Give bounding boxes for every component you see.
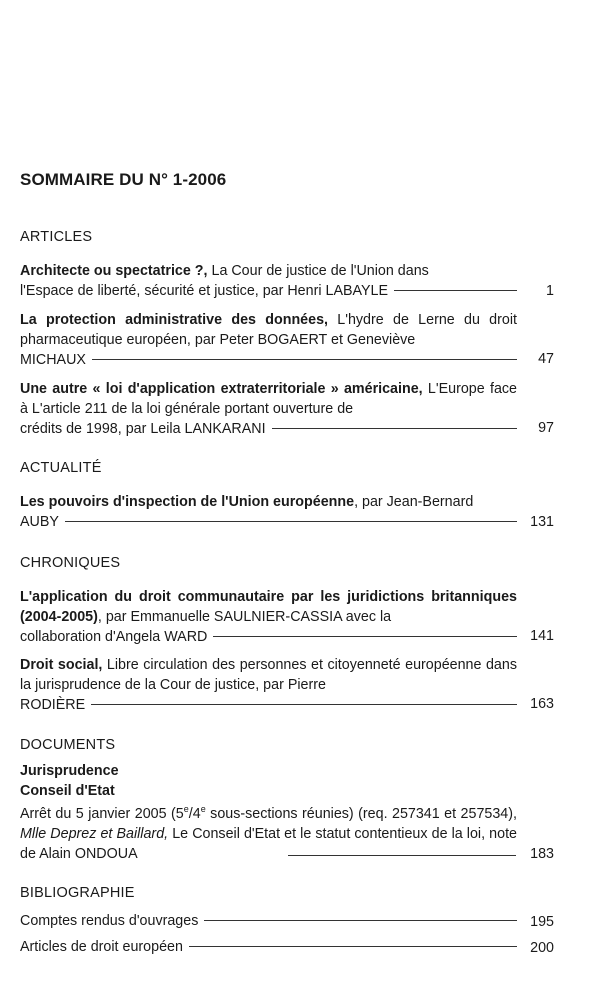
toc-entry-articles-droit-europeen[interactable] (20, 937, 517, 957)
page-number: 141 (530, 628, 554, 644)
page-number: 97 (538, 420, 554, 436)
dot-leader (272, 428, 517, 429)
entry-text-end: RODIÈRE (20, 697, 86, 713)
superscript: e (200, 804, 206, 815)
section-heading-articles: ARTICLES (20, 229, 93, 245)
entry-text: , par Emmanuelle SAULNIER-CASSIA avec la (97, 609, 392, 625)
entry-last-line (20, 281, 517, 301)
toc-entry-architecte[interactable] (20, 261, 517, 301)
entry-title: L'application du droit communautaire par les juridictions britanniques (2004-2005) (20, 589, 517, 625)
entry-text-end: Comptes rendus d'ouvrages (20, 913, 199, 929)
toc-entry-droit-social[interactable] (20, 655, 517, 715)
entry-text: L'hydre de Lerne du droit pharmaceutique européen, par Peter BOGAERT et Geneviève (20, 312, 517, 348)
entry-last-line (20, 695, 517, 715)
entry-last-line (20, 350, 517, 370)
entry-title: Droit social, (20, 657, 103, 673)
entry-last-line (20, 627, 517, 647)
dot-leader (91, 704, 517, 705)
entry-text-end: MICHAUX (20, 352, 86, 368)
section-heading-actualite: ACTUALITÉ (20, 460, 102, 476)
page-number: 47 (538, 351, 554, 367)
entry-last-line (20, 512, 517, 532)
entry-title: Architecte ou spectatrice ?, (20, 263, 208, 279)
superscript: e (183, 804, 189, 815)
page-number: 131 (530, 514, 554, 530)
section-heading-bibliographie: BIBLIOGRAPHIE (20, 885, 135, 901)
entry-case-name: Mlle Deprez et Baillard, (20, 826, 169, 842)
entry-text: La Cour de justice de l'Union dans (207, 263, 429, 279)
entry-text: Libre circulation des personnes et citoyenneté européenne dans la jurisprudence de la Cour de justice, par Pierre (20, 657, 517, 693)
subheading-conseil-etat: Conseil d'Etat (20, 783, 115, 799)
dot-leader (65, 521, 517, 522)
entry-title: La protection administrative des données, (20, 312, 328, 328)
toc-entry-protection[interactable] (20, 310, 517, 370)
entry-last-line (20, 937, 517, 957)
toc-entry-comptes-rendus[interactable] (20, 911, 517, 931)
dot-leader (213, 636, 517, 637)
entry-text: sous-sections réunies) (req. 257341 et 257534), (205, 806, 517, 822)
entry-text: Arrêt du 5 janvier 2005 (5 (20, 806, 184, 822)
entry-title: Une autre « loi d'application extraterritoriale » américaine, (20, 381, 423, 397)
page-number: 163 (530, 696, 554, 712)
entry-text-end: Articles de droit européen (20, 939, 183, 955)
dot-leader (288, 855, 516, 856)
section-heading-documents: DOCUMENTS (20, 737, 116, 753)
page-number: 195 (530, 914, 554, 930)
dot-leader (189, 946, 517, 947)
dot-leader (394, 290, 517, 291)
subheading-jurisprudence: Jurisprudence (20, 763, 119, 779)
entry-text: /4 (188, 806, 201, 822)
entry-last-line (20, 419, 517, 439)
section-heading-chroniques: CHRONIQUES (20, 555, 121, 571)
toc-entry-droit-communautaire[interactable] (20, 587, 517, 647)
entry-text: L'Europe face à L'article 211 de la loi générale portant ouverture de (20, 381, 518, 417)
entry-text: Le Conseil d'Etat et le statut contentieux de la loi, note de Alain ONDOUA (20, 826, 517, 862)
entry-text-end: collaboration d'Angela WARD (20, 629, 208, 645)
entry-text-end: crédits de 1998, par Leila LANKARANI (20, 421, 266, 437)
page-number: 200 (530, 940, 554, 956)
entry-last-line (20, 911, 517, 931)
dot-leader (204, 920, 517, 921)
entry-text-end: l'Espace de liberté, sécurité et justice, par Henri LABAYLE (20, 283, 389, 299)
toc-entry-loi-extraterritoriale[interactable] (20, 379, 517, 439)
dot-leader (92, 359, 517, 360)
entry-text: , par Jean-Bernard (354, 494, 474, 510)
page-title: SOMMAIRE DU N° 1-2006 (20, 170, 227, 189)
entry-text-end: AUBY (20, 514, 59, 530)
toc-entry-pouvoirs-inspection[interactable] (20, 492, 517, 532)
page-number: 183 (530, 846, 554, 862)
page-number: 1 (546, 283, 554, 299)
entry-title: Les pouvoirs d'inspection de l'Union européenne (20, 494, 355, 510)
